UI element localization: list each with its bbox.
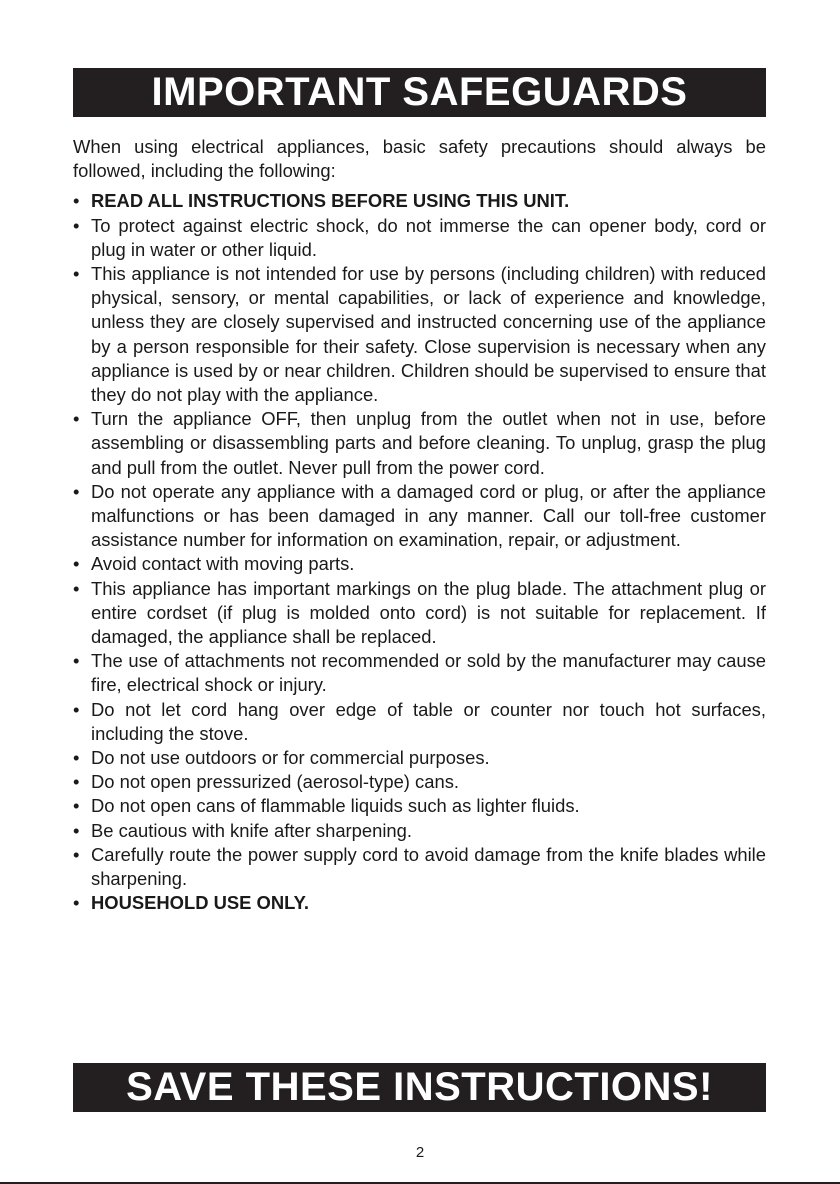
safeguard-text: This appliance is not intended for use by persons (including children) with reduced physical, sensory, or mental capabilities, or lack of experience and knowledge, unless they are closely supervised and instructed concerning use of the appliance by a person responsible for their safety. Close supervision is necessary when any appliance is used by or near children. Children should be supervised to ensure that they do not play with the appliance. bbox=[91, 263, 766, 406]
safeguard-item bbox=[73, 262, 766, 407]
page-title: IMPORTANT SAFEGUARDS bbox=[151, 70, 688, 114]
safeguard-text: Do not open pressurized (aerosol-type) cans. bbox=[91, 771, 460, 793]
safeguard-item bbox=[73, 407, 766, 480]
safeguard-item bbox=[73, 698, 766, 746]
safeguard-text: Carefully route the power supply cord to avoid damage from the knife blades while sharpening. bbox=[91, 843, 766, 890]
bullet-icon: • bbox=[73, 771, 80, 793]
safeguard-text: Avoid contact with moving parts. bbox=[91, 553, 355, 575]
safeguard-item bbox=[73, 843, 766, 891]
bullet-icon: • bbox=[73, 795, 80, 817]
safeguard-item bbox=[73, 746, 766, 770]
bullet-icon: • bbox=[73, 408, 80, 430]
safeguard-item bbox=[73, 649, 766, 697]
bullet-icon: • bbox=[73, 843, 80, 865]
safeguard-text: The use of attachments not recommended or sold by the manufacturer may cause fire, electrical shock or injury. bbox=[91, 650, 766, 696]
safeguard-text: This appliance has important markings on the plug blade. The attachment plug or entire cordset (if plug is molded onto cord) is not suitable for replacement. If damaged, the appliance shall be replaced. bbox=[91, 577, 766, 648]
safeguard-text: HOUSEHOLD USE ONLY. bbox=[91, 892, 310, 914]
safeguard-text: Do not use outdoors or for commercial purposes. bbox=[91, 747, 490, 769]
safeguard-text: Do not open cans of flammable liquids such as lighter fluids. bbox=[91, 795, 580, 817]
save-instructions-banner bbox=[73, 1063, 766, 1112]
bullet-icon: • bbox=[73, 819, 80, 841]
save-instructions-text: SAVE THESE INSTRUCTIONS! bbox=[126, 1065, 713, 1109]
page-number: 2 bbox=[415, 1144, 425, 1161]
safeguard-text: Do not let cord hang over edge of table or counter nor touch hot surfaces, including the stove. bbox=[91, 698, 766, 744]
safeguard-text: Turn the appliance OFF, then unplug from the outlet when not in use, before assembling or disassembling parts and before cleaning. To unplug, grasp the plug and pull from the outlet. Never pull from the power cord. bbox=[91, 408, 766, 478]
safeguards-content bbox=[73, 135, 766, 916]
safeguard-text: Do not operate any appliance with a damaged cord or plug, or after the appliance malfunctions or has been damaged in any manner. Call our toll-free customer assistance number for information on examination, repair, or adjustment. bbox=[91, 480, 766, 551]
bullet-icon: • bbox=[73, 553, 80, 575]
bullet-icon: • bbox=[73, 577, 80, 599]
bullet-icon: • bbox=[73, 650, 80, 672]
safeguard-item bbox=[73, 770, 766, 794]
safeguard-item bbox=[73, 819, 766, 843]
bullet-icon: • bbox=[73, 190, 80, 212]
safeguard-item bbox=[73, 189, 766, 213]
bullet-icon: • bbox=[73, 480, 80, 502]
safeguard-text: READ ALL INSTRUCTIONS BEFORE USING THIS UNIT. bbox=[91, 190, 570, 212]
bullet-icon: • bbox=[73, 214, 80, 236]
bullet-icon: • bbox=[73, 698, 80, 720]
bullet-icon: • bbox=[73, 263, 80, 285]
safeguard-item bbox=[73, 891, 766, 915]
safeguard-item bbox=[73, 577, 766, 650]
safeguard-item bbox=[73, 480, 766, 553]
bullet-icon: • bbox=[73, 747, 80, 769]
safeguard-item bbox=[73, 214, 766, 262]
safeguard-text: To protect against electric shock, do not immerse the can opener body, cord or plug in water or other liquid. bbox=[91, 214, 766, 260]
bullet-icon: • bbox=[73, 892, 80, 914]
safeguard-item bbox=[73, 552, 766, 576]
safeguard-text: Be cautious with knife after sharpening. bbox=[91, 819, 413, 841]
intro-paragraph: When using electrical appliances, basic safety precautions should always be followed, including the following: bbox=[73, 136, 766, 182]
safeguard-item bbox=[73, 794, 766, 818]
safeguard-list bbox=[73, 189, 766, 915]
page-title-banner bbox=[73, 68, 766, 117]
